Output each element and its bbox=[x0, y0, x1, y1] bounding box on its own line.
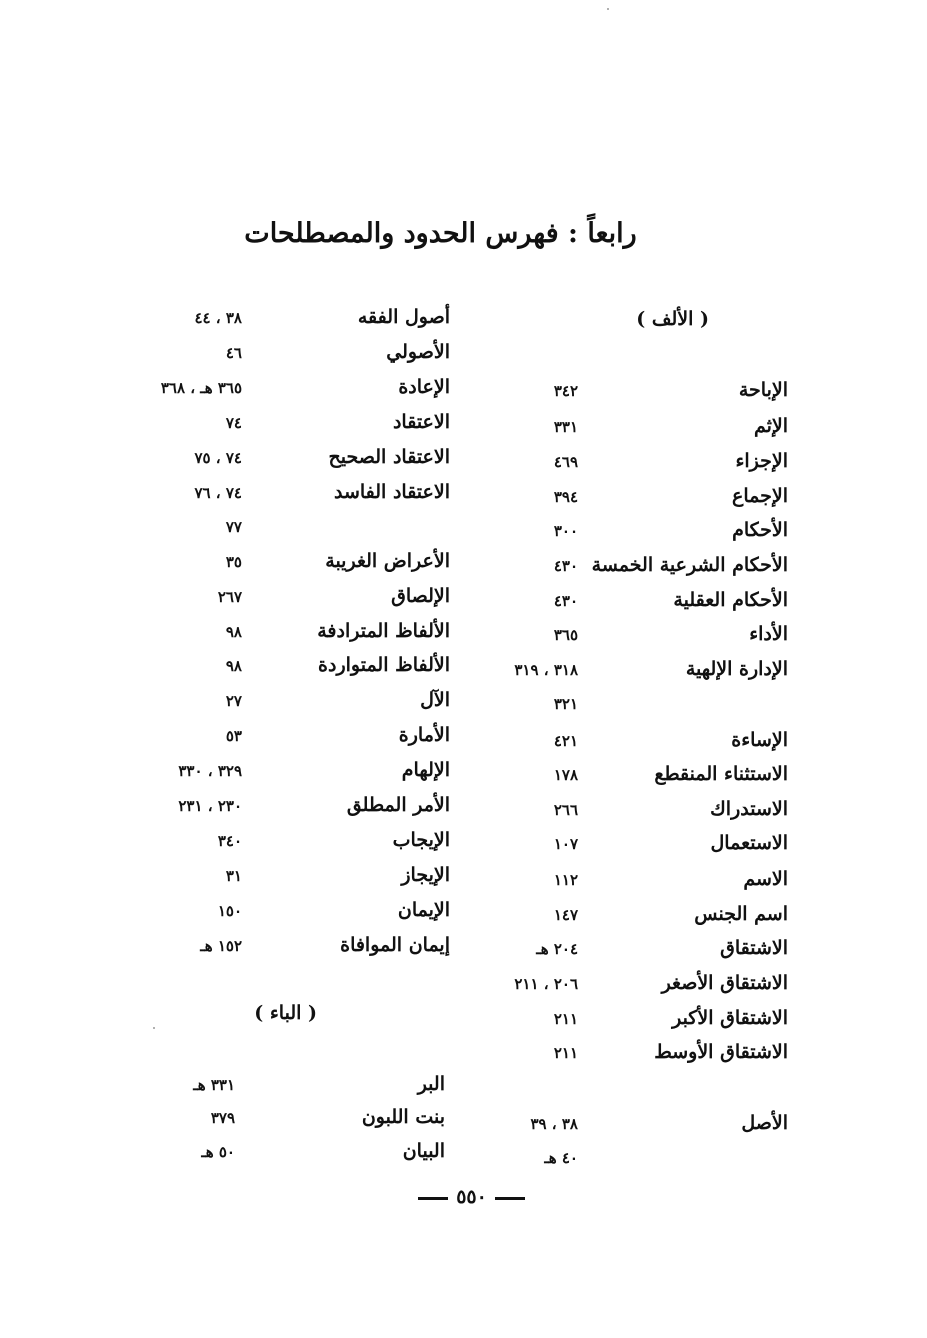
index-term: الأحكام bbox=[732, 519, 788, 541]
index-term: الاشتقاق الأصغر bbox=[661, 972, 788, 994]
index-term: أصول الفقه bbox=[357, 306, 450, 328]
folio-dash-right bbox=[495, 1197, 525, 1200]
index-term: الاسم bbox=[743, 868, 788, 890]
page-ref: ٣٩٤ bbox=[553, 488, 578, 506]
page-ref: ٢٦٧ bbox=[217, 588, 242, 606]
index-term: الإجماع bbox=[732, 485, 788, 507]
index-term: الألفاظ المتواردة bbox=[318, 654, 450, 676]
page-ref: ٣٤٠ bbox=[217, 832, 242, 850]
page-ref: ٢٦٦ bbox=[553, 801, 578, 819]
page-ref: ٣١ bbox=[225, 867, 242, 885]
index-term: البر bbox=[417, 1073, 445, 1095]
page-title: رابعاً : فهرس الحدود والمصطلحات bbox=[244, 218, 637, 249]
page-ref: ٤٣٠ bbox=[553, 557, 578, 575]
index-term: بنت اللبون bbox=[361, 1106, 445, 1128]
index-term: الإيجاب bbox=[392, 829, 450, 851]
index-term: الإساءة bbox=[731, 729, 788, 751]
page-ref: ١٥٢ هـ bbox=[200, 937, 242, 955]
index-term: الإلصاق bbox=[391, 585, 450, 607]
page-number bbox=[0, 1186, 927, 1208]
page-ref: ٤٣٠ bbox=[553, 592, 578, 610]
page-ref: ٧٤ ، ٧٦ bbox=[194, 484, 242, 502]
folio-dash-left bbox=[418, 1197, 448, 1200]
index-term: الأمارة bbox=[398, 724, 450, 746]
scan-speck bbox=[607, 8, 609, 10]
page-ref: ٣٣١ هـ bbox=[193, 1076, 235, 1094]
page-ref: ٣٥ bbox=[225, 553, 242, 571]
index-term: الاعتقاد الصحيح bbox=[328, 446, 450, 468]
page-ref: ١٧٨ bbox=[553, 766, 578, 784]
page-ref: ٥٣ bbox=[225, 727, 242, 745]
page-ref: ٩٨ bbox=[225, 623, 242, 641]
index-term: الأحكام الشرعية الخمسة bbox=[591, 554, 788, 576]
page-ref: ٧٧ bbox=[225, 518, 242, 536]
index-term: الألفاظ المترادفة bbox=[317, 620, 450, 642]
page-ref: ٣٨ ، ٤٤ bbox=[194, 309, 242, 327]
page-ref: ٣٦٥ هـ ، ٣٦٨ bbox=[160, 379, 242, 397]
page-ref: ٣٧٩ bbox=[210, 1109, 235, 1127]
index-term: الأصل bbox=[741, 1112, 788, 1134]
index-term: الإيمان bbox=[397, 899, 450, 921]
page-ref: ٧٤ ، ٧٥ bbox=[194, 449, 242, 467]
letter-heading-ba: ( الباء ) bbox=[254, 1002, 317, 1024]
index-term: الآل bbox=[420, 689, 450, 711]
page-ref: ٣٨ ، ٣٩ bbox=[530, 1115, 578, 1133]
index-term: الإدارة الإلهية bbox=[685, 658, 788, 680]
page-ref: ٢٠٤ هـ bbox=[536, 940, 578, 958]
index-term: الأصولي bbox=[386, 341, 450, 363]
index-term: الإثم bbox=[753, 415, 788, 437]
page-ref: ٩٨ bbox=[225, 657, 242, 675]
page-ref: ٤٦ bbox=[225, 344, 242, 362]
page-ref: ١٥٠ bbox=[217, 902, 242, 920]
page-ref: ٣١٨ ، ٣١٩ bbox=[514, 661, 578, 679]
page-ref: ٢٠٦ ، ٢١١ bbox=[514, 975, 578, 993]
index-term: البيان bbox=[402, 1140, 445, 1162]
page-ref: ٢٧ bbox=[225, 692, 242, 710]
letter-heading-alif: ( الألف ) bbox=[636, 308, 709, 330]
page-ref: ٣٤٢ bbox=[553, 382, 578, 400]
page-ref: ١٤٧ bbox=[553, 906, 578, 924]
index-term: الاستعمال bbox=[710, 832, 788, 854]
index-term: الإباحة bbox=[738, 379, 788, 401]
page-ref: ٤٦٩ bbox=[553, 453, 578, 471]
page-ref: ٢١١ bbox=[553, 1044, 578, 1062]
index-term: الاستثناء المنقطع bbox=[654, 763, 788, 785]
index-term: الأعراض الغريبة bbox=[325, 550, 450, 572]
page-ref: ٣٦٥ bbox=[553, 626, 578, 644]
page-ref: ٥٠ هـ bbox=[201, 1143, 235, 1161]
page-ref: ٢١١ bbox=[553, 1010, 578, 1028]
scan-speck bbox=[153, 1027, 155, 1029]
page-number-value: ٥٥٠ bbox=[456, 1186, 487, 1208]
index-term: الإيجاز bbox=[401, 864, 450, 886]
index-term: الأحكام العقلية bbox=[673, 589, 788, 611]
index-term: الإعادة bbox=[398, 376, 450, 398]
page-ref: ١٠٧ bbox=[553, 835, 578, 853]
page-ref: ٣٢١ bbox=[553, 695, 578, 713]
index-term: الأمر المطلق bbox=[346, 794, 450, 816]
index-term: إيمان الموافاة bbox=[340, 934, 450, 956]
index-term: الاعتقاد bbox=[392, 411, 450, 433]
page-ref: ٧٤ bbox=[225, 414, 242, 432]
page-ref: ٤٠ هـ bbox=[544, 1149, 578, 1167]
index-term: الاشتقاق الأكبر bbox=[672, 1007, 788, 1029]
page-ref: ٤٢١ bbox=[553, 732, 578, 750]
page-ref: ٢٣٠ ، ٢٣١ bbox=[178, 797, 242, 815]
page-ref: ٣٣١ bbox=[553, 418, 578, 436]
index-term: الأداء bbox=[749, 623, 788, 645]
index-term: الاشتقاق الأوسط bbox=[654, 1041, 788, 1063]
index-term: الاستدراك bbox=[710, 798, 788, 820]
page-ref: ١١٢ bbox=[553, 871, 578, 889]
index-term: الاشتقاق bbox=[720, 937, 788, 959]
index-term: الاعتقاد الفاسد bbox=[333, 481, 450, 503]
index-term: الإلهام bbox=[401, 759, 450, 781]
index-term: اسم الجنس bbox=[694, 903, 788, 925]
page-ref: ٣٠٠ bbox=[553, 522, 578, 540]
page-ref: ٣٢٩ ، ٣٣٠ bbox=[178, 762, 242, 780]
index-term: الإجزاء bbox=[735, 450, 788, 472]
